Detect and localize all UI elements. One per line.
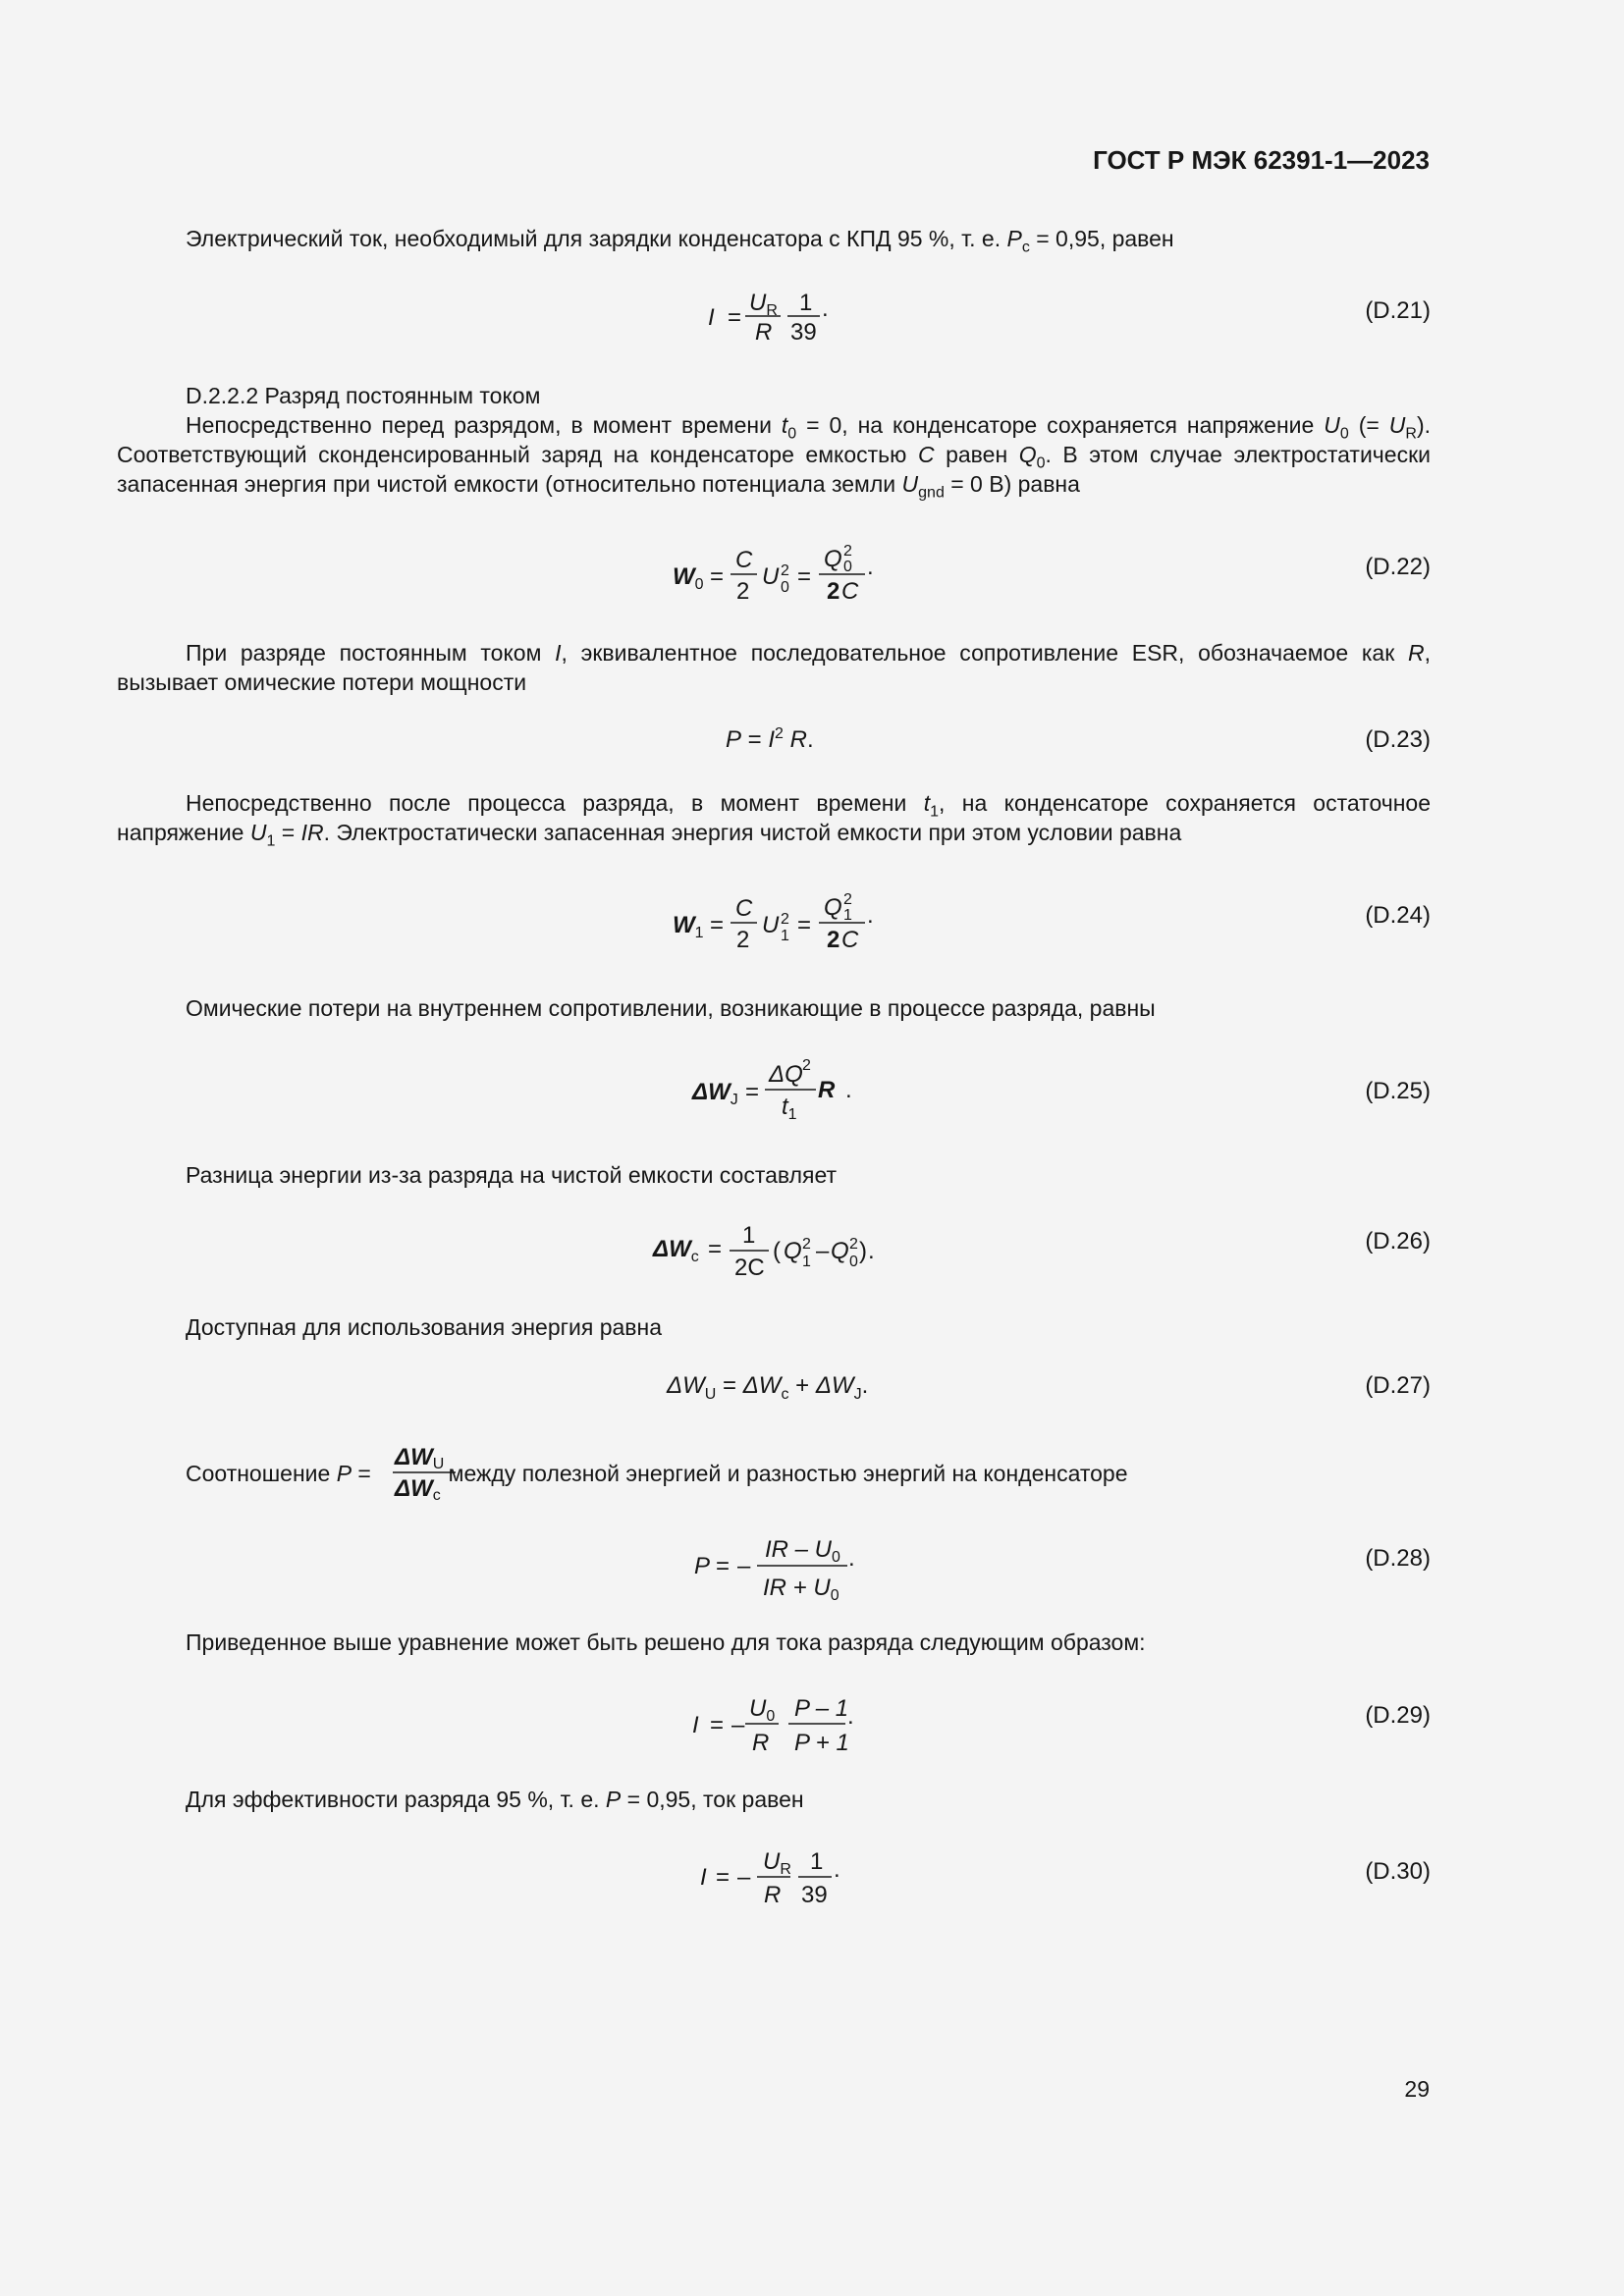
svg-text:): ) bbox=[859, 1238, 867, 1264]
svg-text:2: 2 bbox=[736, 578, 750, 605]
svg-text:UR: $U_R$ bbox=[749, 290, 778, 319]
paragraph-ratio: Соотношение P = между полезной энергией и разностью энергий на конденсаторе bbox=[186, 1461, 1128, 1486]
svg-text:ΔWc: ΔWc bbox=[395, 1475, 441, 1504]
formula-d23: $P = I^2$ R. bbox=[726, 725, 814, 753]
svg-text:Q: Q bbox=[824, 546, 842, 572]
svg-text:–: – bbox=[737, 1864, 751, 1891]
formula-d25 bbox=[117, 1045, 1001, 1134]
equation-d28 bbox=[117, 1526, 1431, 1634]
equation-d24 bbox=[117, 874, 1431, 982]
equation-number: (D.27) bbox=[1365, 1372, 1431, 1399]
svg-text:=: = bbox=[710, 912, 725, 938]
svg-text:.: . bbox=[867, 554, 874, 580]
svg-text:ΔQ: ΔQ bbox=[769, 1061, 803, 1088]
svg-text:2: 2 bbox=[781, 562, 789, 579]
equation-number: (D.30) bbox=[1365, 1858, 1431, 1885]
svg-text:2: 2 bbox=[849, 1236, 858, 1253]
formula-d22 bbox=[117, 525, 1001, 614]
svg-text:I: I bbox=[708, 304, 715, 331]
equation-number: (D.24) bbox=[1365, 902, 1431, 929]
equation-d29 bbox=[117, 1683, 1431, 1791]
svg-text:U: U bbox=[762, 563, 780, 590]
svg-text:.: . bbox=[822, 295, 829, 322]
svg-text:W1: $W_1$ bbox=[673, 912, 704, 941]
svg-text:P + 1: P + 1 bbox=[794, 1730, 849, 1756]
svg-text:1: 1 bbox=[781, 928, 789, 944]
svg-text:1: 1 bbox=[799, 290, 813, 316]
svg-text:I: I bbox=[692, 1712, 699, 1738]
svg-text:C: C bbox=[841, 578, 859, 605]
svg-text:U: U bbox=[762, 912, 780, 938]
svg-text:R: R bbox=[752, 1730, 770, 1756]
equation-d30 bbox=[117, 1840, 1431, 1948]
svg-text:2: 2 bbox=[843, 543, 852, 560]
svg-text:.: . bbox=[834, 1856, 840, 1883]
svg-text:Q: Q bbox=[831, 1238, 849, 1264]
formula-d30 bbox=[117, 1840, 1001, 1928]
document-header: ГОСТ Р МЭК 62391-1—2023 bbox=[1093, 145, 1430, 175]
svg-text:R: R bbox=[818, 1077, 836, 1103]
svg-text:I: I bbox=[700, 1864, 707, 1891]
svg-text:2: 2 bbox=[827, 927, 840, 953]
svg-text:P – 1: P – 1 bbox=[794, 1695, 849, 1722]
equation-d22 bbox=[117, 525, 1431, 633]
svg-text:=: = bbox=[710, 1712, 725, 1738]
paragraph-after-discharge: Непосредственно после процесса разряда, в момент времени $t_1$, на конденсаторе сохраняется остаточное напряжение $U_1$ = IR. Электростатически запасенная энергия чистой емкости при этом условии равна bbox=[117, 790, 1431, 850]
svg-text:C: C bbox=[841, 927, 859, 953]
svg-text:=: = bbox=[716, 1864, 731, 1891]
equation-number: (D.23) bbox=[1365, 726, 1431, 753]
svg-text:0: 0 bbox=[849, 1254, 858, 1270]
formula-d29 bbox=[117, 1683, 1001, 1772]
svg-text:–: – bbox=[737, 1553, 751, 1579]
svg-text:R: R bbox=[764, 1882, 782, 1908]
svg-text:39: 39 bbox=[790, 319, 817, 346]
paragraph-ohmic-power: При разряде постоянным током I, эквивалентное последовательное сопротивление ESR, обозначаемое как R, вызывает омические потери мощности bbox=[117, 640, 1431, 695]
equation-d26 bbox=[117, 1209, 1431, 1317]
svg-text:=: = bbox=[797, 563, 812, 590]
equation-number: (D.26) bbox=[1365, 1228, 1431, 1255]
svg-text:C: C bbox=[735, 547, 753, 573]
svg-text:2: 2 bbox=[802, 1236, 811, 1253]
svg-text:P: P bbox=[694, 1553, 711, 1579]
equation-number: (D.25) bbox=[1365, 1078, 1431, 1104]
paragraph-discharge-efficiency: Для эффективности разряда 95 %, т. е. P = 0,95, ток равен bbox=[186, 1787, 804, 1812]
svg-text:U0: $U_0$ bbox=[749, 1695, 776, 1725]
paragraph-usable-energy: Доступная для использования энергия равна bbox=[186, 1314, 663, 1340]
paragraph-charge-current: Электрический ток, необходимый для зарядки конденсатора с КПД 95 %, т. е. $P_c = 0,95$, равен bbox=[186, 226, 1174, 256]
svg-text:=: = bbox=[728, 304, 742, 331]
svg-text:1: 1 bbox=[843, 907, 852, 924]
page-number: 29 bbox=[1404, 2076, 1430, 2102]
paragraph-ohmic-losses: Омические потери на внутреннем сопротивлении, возникающие в процессе разряда, равны bbox=[186, 995, 1156, 1021]
svg-text:0: 0 bbox=[843, 559, 852, 575]
svg-text:1: 1 bbox=[810, 1848, 824, 1875]
svg-text:IR + U0: IR + $U_0$ bbox=[763, 1575, 839, 1604]
formula-d26 bbox=[117, 1209, 1001, 1298]
equation-d25 bbox=[117, 1045, 1431, 1153]
equation-number: (D.28) bbox=[1365, 1545, 1431, 1572]
svg-text:UR: $U_R$ bbox=[763, 1848, 791, 1878]
svg-text:2: 2 bbox=[781, 911, 789, 928]
svg-text:.: . bbox=[867, 902, 874, 929]
svg-text:2: 2 bbox=[802, 1057, 811, 1074]
svg-text:–: – bbox=[731, 1712, 745, 1738]
svg-text:W0: $W_0$ bbox=[673, 563, 704, 593]
formula-d24 bbox=[117, 874, 1001, 962]
svg-text:ΔWc: $\Delta W_c$ bbox=[653, 1236, 699, 1265]
svg-text:=: = bbox=[708, 1236, 723, 1262]
svg-text:R: R bbox=[755, 319, 773, 346]
svg-text:2: 2 bbox=[843, 891, 852, 908]
svg-text:.: . bbox=[847, 1703, 854, 1730]
svg-text:ΔWJ: $\Delta W_J$ bbox=[692, 1079, 738, 1108]
svg-text:1: 1 bbox=[802, 1254, 811, 1270]
inline-ratio-fraction bbox=[391, 1441, 469, 1510]
svg-text:2: 2 bbox=[827, 578, 840, 605]
svg-text:Q: Q bbox=[784, 1238, 802, 1264]
svg-text:=: = bbox=[797, 912, 812, 938]
equation-number: (D.21) bbox=[1365, 297, 1431, 324]
svg-text:=: = bbox=[745, 1079, 760, 1105]
svg-text:t1: $t_1$ bbox=[782, 1094, 797, 1123]
svg-text:–: – bbox=[816, 1238, 830, 1264]
equation-number: (D.22) bbox=[1365, 554, 1431, 580]
formula-d27: $\Delta W_U = \Delta W_c + \Delta W_J$. bbox=[667, 1372, 869, 1403]
svg-text:0: 0 bbox=[781, 579, 789, 596]
svg-text:Q: Q bbox=[824, 894, 842, 921]
svg-text:ΔWU: ΔWU bbox=[395, 1444, 445, 1472]
svg-text:1: 1 bbox=[742, 1222, 756, 1249]
equation-number: (D.29) bbox=[1365, 1702, 1431, 1729]
svg-text:IR – U0: IR – $U_0$ bbox=[765, 1536, 840, 1566]
svg-text:=: = bbox=[710, 563, 725, 590]
equation-d21 bbox=[117, 275, 1431, 383]
paragraph-before-discharge: Непосредственно перед разрядом, в момент времени $t_0 = 0$, на конденсаторе сохраняется напряжение $U_0$ (= $U_R$). Соответствующий сконденсированный заряд на конденсаторе емкостью C равен $Q_0$. В этом случае электростатически запасенная энергия при чистой емкости (относительно потенциала земли $U_{gnd} = 0$ В) равна bbox=[117, 412, 1432, 502]
svg-text:C: C bbox=[735, 895, 753, 922]
formula-d21 bbox=[117, 275, 1001, 353]
svg-text:.: . bbox=[848, 1545, 855, 1572]
svg-text:39: 39 bbox=[801, 1882, 828, 1908]
svg-text:.: . bbox=[845, 1077, 852, 1103]
subsection-heading: D.2.2.2 Разряд постоянным током bbox=[186, 383, 541, 408]
paragraph-solve-current: Приведенное выше уравнение может быть решено для тока разряда следующим образом: bbox=[186, 1629, 1146, 1655]
formula-d28 bbox=[117, 1526, 1001, 1615]
svg-text:2C: 2C bbox=[734, 1255, 765, 1281]
svg-text:(: ( bbox=[773, 1238, 781, 1264]
paragraph-energy-difference: Разница энергии из-за разряда на чистой емкости составляет bbox=[186, 1162, 838, 1188]
svg-text:.: . bbox=[868, 1238, 875, 1264]
svg-text:2: 2 bbox=[736, 927, 750, 953]
svg-text:=: = bbox=[716, 1553, 731, 1579]
